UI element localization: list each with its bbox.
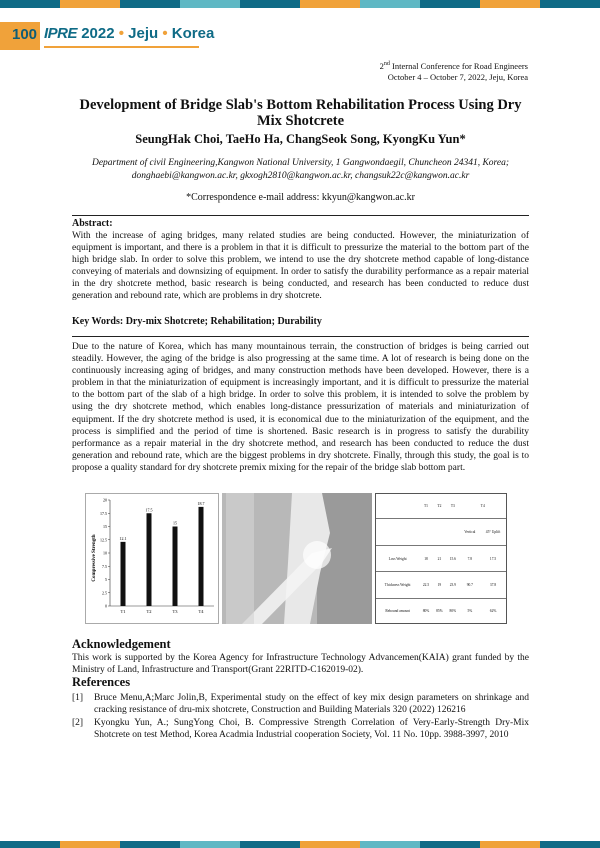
color-bar-segment xyxy=(540,0,600,8)
table-subheader-angle: 45° xyxy=(485,529,491,534)
logo-underline xyxy=(44,46,199,48)
chart-x-tick-label: T2 xyxy=(146,609,152,614)
logo-separator: • xyxy=(118,25,124,42)
conference-year: 2022 xyxy=(81,25,115,42)
chart-marks xyxy=(100,498,214,615)
conference-country: Korea xyxy=(171,25,215,42)
chart-y-tick-label: 10 xyxy=(103,550,107,556)
abstract-heading: Abstract: xyxy=(72,218,113,229)
chart-y-tick-label: 2.5 xyxy=(102,590,107,596)
reference-item xyxy=(72,692,529,716)
chart-data-label: 18.7 xyxy=(197,500,205,506)
chart-y-tick-label: 15 xyxy=(103,524,107,529)
table-cell: 23.9 xyxy=(446,572,459,599)
color-bar-segment xyxy=(120,841,180,848)
chart-bar xyxy=(147,513,152,606)
table-cell: 7.8 xyxy=(460,545,481,572)
title-line-1: Development of Bridge Slab's Bottom Rehabilitation Process Using Dry xyxy=(79,97,522,113)
chart-bar xyxy=(199,507,204,606)
chart-y-tick-label: 0 xyxy=(105,603,107,609)
table-col-header: T3 xyxy=(450,503,455,508)
top-color-bar xyxy=(0,0,600,8)
chart-x-tick-label: T1 xyxy=(120,609,126,614)
table-cell: 80% xyxy=(446,599,459,623)
logo-separator: • xyxy=(162,25,168,42)
color-bar-segment xyxy=(0,841,60,848)
table-row-label: Rebound amount xyxy=(376,599,419,623)
reference-text: Bruce Menu,A;Marc Jolin,B, Experimental study on the effect of key mix design parameters on shrinkage and cracking resistance of dru-mix shotcrete, Construction and Building Materials 320 (2022) 126216 xyxy=(94,693,529,716)
affiliation-line-1: Department of civil Engineering,Kangwon National University, 1 Gangwondaegil, Chuncheon 24341, Korea; xyxy=(91,158,510,168)
reference-text: Kyongku Yun, A.; SungYong Choi, B. Compressive Strength Correlation of Very-Early-Strength Dry-Mix Shotcrete on test Method, Korea Acadmia Industrial cooperation Society, Vol. 11 No. 10pp. 3988-3997, 2010 xyxy=(94,718,529,741)
table-subheader xyxy=(480,518,506,545)
acknowledgement-text: This work is supported by the Korea Agency for Infrastructure Technology Advancemen(KAIA) grant funded by the Ministry of Land, Infrastructure and Transport(Grant 22RITD-C162019-02). xyxy=(72,653,529,676)
results-table xyxy=(376,494,506,623)
reference-number: [1] xyxy=(72,693,84,703)
correspondence: *Correspondence e-mail address: kkyun@kangwon.ac.kr xyxy=(186,192,415,203)
table-col-header: T4 xyxy=(480,503,485,508)
table-row xyxy=(376,572,506,599)
table-cell: 37.8 xyxy=(480,572,506,599)
conference-logo xyxy=(44,25,214,42)
conference-logo-mark: IPRE xyxy=(44,25,78,42)
acknowledgement-heading: Acknowledgement xyxy=(72,637,171,651)
running-header xyxy=(380,59,528,83)
color-bar-segment xyxy=(240,841,300,848)
table-cell: 90.7 xyxy=(460,572,481,599)
page-number: 100 xyxy=(12,26,38,43)
color-bar-segment xyxy=(540,841,600,848)
affiliation xyxy=(72,157,529,182)
table-cell: 80% xyxy=(419,599,432,623)
title-line-2: Mix Shotcrete xyxy=(256,113,345,129)
chart-y-tick-label: 7.5 xyxy=(102,563,107,569)
compressive-strength-chart xyxy=(85,493,219,624)
conference-city: Jeju xyxy=(128,25,159,42)
affiliation-line-2: donghaebi@kangwon.ac.kr, gkxogh2810@kangwon.ac.kr, changsuk22c@kangwon.ac.kr xyxy=(131,170,470,181)
table-row-label: Loss Weight xyxy=(376,545,419,572)
chart-data-label: 12.1 xyxy=(119,535,127,541)
chart-y-tick-label: 20 xyxy=(103,497,107,503)
table-corner-cell xyxy=(376,494,419,518)
color-bar-segment xyxy=(360,0,420,8)
references-heading: References xyxy=(72,675,131,689)
color-bar-segment xyxy=(360,841,420,848)
chart-y-tick-label: 5 xyxy=(105,577,107,582)
chart-x-tick-label: T4 xyxy=(198,609,204,614)
table-cell: 15.6 xyxy=(446,545,459,572)
color-bar-segment xyxy=(420,841,480,848)
table-row xyxy=(376,545,506,572)
shotcrete-spraying-photo xyxy=(222,493,372,624)
table-empty-cell xyxy=(433,518,446,545)
table-cell: 5% xyxy=(460,599,481,623)
table-col-header: T1 xyxy=(423,503,428,508)
conf-dates: October 4 – October 7, 2022, Jeju, Korea xyxy=(387,71,528,82)
photo-illustration xyxy=(222,493,372,624)
divider-rule xyxy=(72,215,529,216)
table-cell: 19 xyxy=(433,572,446,599)
table-cell: 18 xyxy=(419,545,432,572)
paper-title xyxy=(72,97,529,129)
chart-y-tick-label: 12.5 xyxy=(100,537,107,543)
chart-y-axis-label: Compressive Strength xyxy=(92,534,97,582)
divider-rule xyxy=(72,336,529,337)
test-results-table xyxy=(375,493,507,624)
body-text: Due to the nature of Korea, which has many mountainous terrain, the construction of bridges is being carried out steadily. However, the aging of the bridge is also progressing at the same time. A lot of research is being done on the continuously increasing aging of bridges, and many construction methods have been developed. However, there is a problem in that the miniaturization of equipment is increasingly important, and it is difficult to pressurize the material to the bottom part of the slab of a high bridge. In order to solve this problem, it is intended to solve the problem by using the dry shotcrete method, which enables long-distance pressurization of materials and miniaturization of equipment. If the dry shotcrete method is used, it is economical due to the miniaturization of the equipment, and the process is simplified and the period of time is shortened. Basic research is in progress to satisfy the durability performance as a repair material in the dry shotcrete method, and research has been conducted to reduce the dust generation and rebound rate, which are the biggest problems in dry shotcrete. Finally, through this study, the goal is to propose a quality standard for dry shotcrete premix mixing for the repair of the bridge slab bottom part. xyxy=(72,342,529,473)
table-cell: 17.5 xyxy=(480,545,506,572)
color-bar-segment xyxy=(300,0,360,8)
color-bar-segment xyxy=(60,0,120,8)
abstract-text: With the increase of aging bridges, many related studies are being conducted. However, the miniaturization of equipment is important, and there is a problem in that it is difficult to pressurize the material to the bottom part of the high bridge slab. In order to solve this problem, we intend to use the dry shotcrete method capable of long-distance conveying of materials and downsizing of equipment. In order to satisfy the durability performance as a repair material in the dry shotcrete method, basic research is being conducted, and research has been conducted to reduce dust generation and rebound rate, which are problems in dry shotcrete. xyxy=(72,231,529,302)
color-bar-segment xyxy=(60,841,120,848)
chart-y-tick-label: 17.5 xyxy=(100,510,107,516)
color-bar-segment xyxy=(420,0,480,8)
chart-bar xyxy=(173,527,178,607)
keywords: Key Words: Dry-mix Shotcrete; Rehabilitation; Durability xyxy=(72,316,322,327)
chart-data-label: 15 xyxy=(173,520,177,526)
chart-bar xyxy=(121,542,126,606)
conf-ordinal-suffix: nd xyxy=(383,61,390,67)
chart-data-label: 17.5 xyxy=(145,507,153,513)
table-cell: 21 xyxy=(433,545,446,572)
photo-spray-cloud xyxy=(303,541,331,569)
color-bar-segment xyxy=(240,0,300,8)
table-cell: 22.5 xyxy=(419,572,432,599)
chart-x-tick-label: T3 xyxy=(172,609,178,614)
paper-authors: SeungHak Choi, TaeHo Ha, ChangSeok Song, KyongKu Yun* xyxy=(135,132,466,146)
color-bar-segment xyxy=(480,0,540,8)
chart-svg xyxy=(86,494,218,623)
figure-row xyxy=(85,493,507,624)
bottom-color-bar xyxy=(0,841,600,848)
table-subheader-uplift: Uplift xyxy=(491,529,501,534)
color-bar-segment xyxy=(300,841,360,848)
reference-number: [2] xyxy=(72,718,84,728)
table-row-label: Thickness Weight xyxy=(376,572,419,599)
conf-ordinal: 2 xyxy=(379,60,384,71)
table-row xyxy=(376,599,506,623)
photo-column xyxy=(226,493,254,624)
table-empty-cell xyxy=(446,518,459,545)
table-col-header: T2 xyxy=(437,503,442,508)
color-bar-segment xyxy=(180,0,240,8)
table-cell: 62% xyxy=(480,599,506,623)
color-bar-segment xyxy=(480,841,540,848)
table-cell: 85% xyxy=(433,599,446,623)
table-corner-cell xyxy=(376,518,419,545)
color-bar-segment xyxy=(180,841,240,848)
table-subheader-row xyxy=(376,518,506,545)
color-bar-segment xyxy=(120,0,180,8)
table-subheader: Vertical xyxy=(460,518,481,545)
color-bar-segment xyxy=(0,0,60,8)
table-empty-cell xyxy=(419,518,432,545)
conf-name: Internal Conference for Road Engineers xyxy=(389,60,528,71)
table-header-row xyxy=(376,494,506,518)
reference-item xyxy=(72,717,529,741)
